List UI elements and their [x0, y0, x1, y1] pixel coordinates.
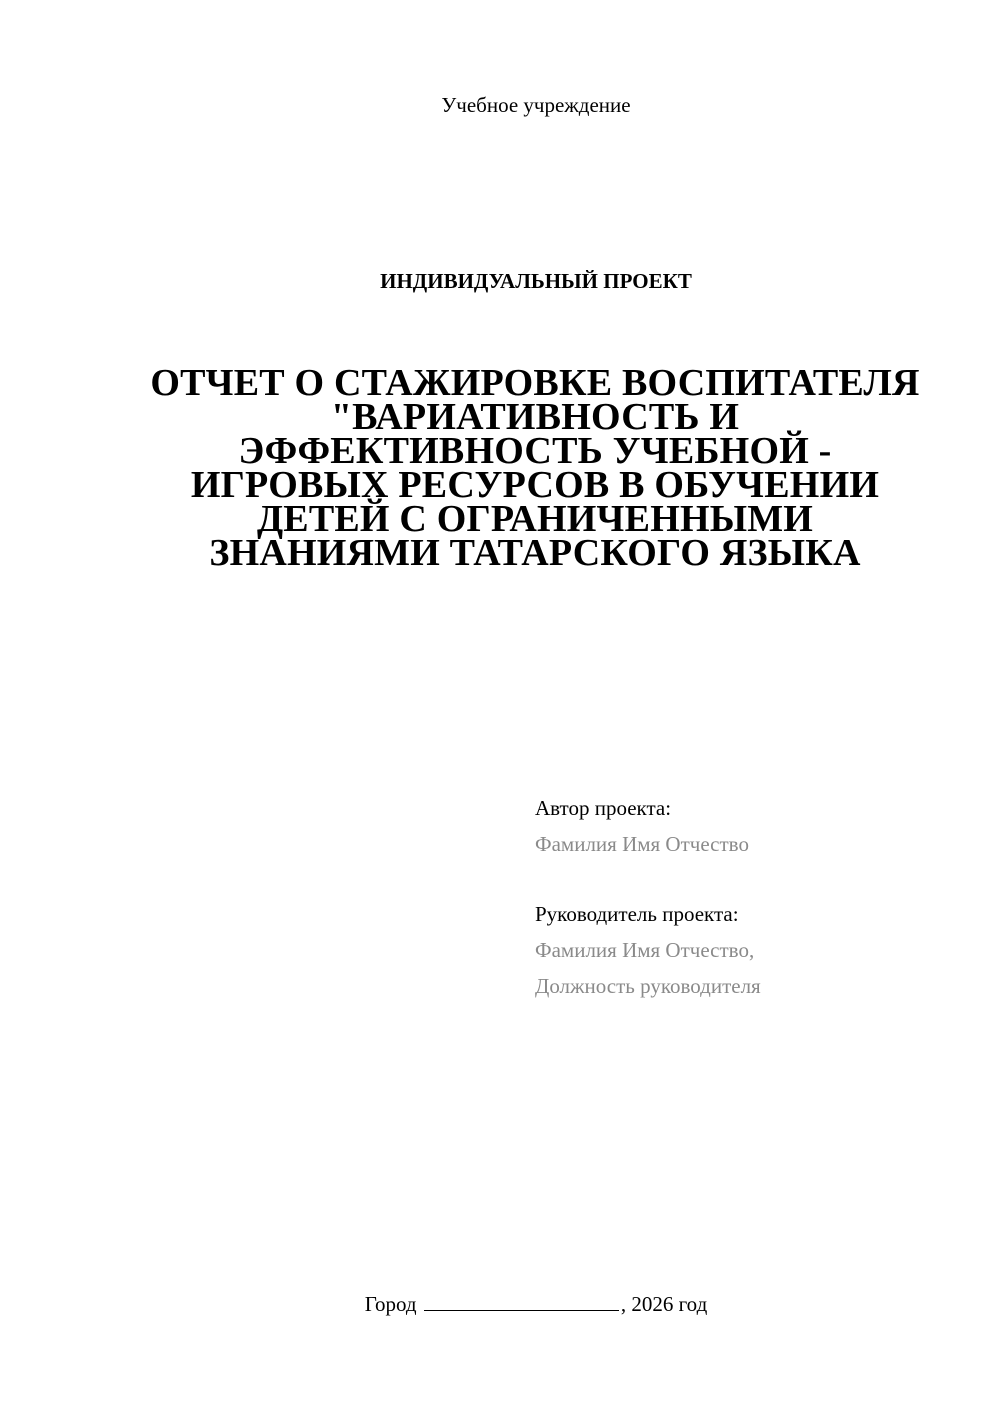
supervisor-name-placeholder: Фамилия Имя Отчество, — [535, 938, 755, 962]
title-line: ЗНАНИЯМИ ТАТАРСКОГО ЯЗЫКА — [209, 532, 861, 574]
title-line: ДЕТЕЙ С ОГРАНИЧЕННЫМИ — [256, 498, 814, 540]
title-line: "ВАРИАТИВНОСТЬ И — [330, 396, 740, 438]
city-year-line — [0, 1290, 1000, 1318]
year-text: , 2026 год — [620, 1292, 708, 1316]
author-label: Автор проекта: — [535, 796, 672, 820]
title-line: ИГРОВЫХ РЕСУРСОВ В ОБУЧЕНИИ — [190, 464, 880, 506]
block-spacer — [535, 862, 975, 896]
project-type-heading: ИНДИВИДУАЛЬНЫЙ ПРОЕКТ — [380, 269, 692, 293]
institution-name: Учебное учреждение — [441, 93, 631, 117]
author-name-placeholder: Фамилия Имя Отчество — [535, 832, 749, 856]
supervisor-position-placeholder: Должность руководителя — [535, 974, 761, 998]
authorship-block — [535, 790, 975, 1004]
supervisor-label: Руководитель проекта: — [535, 902, 739, 926]
city-blank-underline — [424, 1290, 619, 1311]
title-line: ЭФФЕКТИВНОСТЬ УЧЕБНОЙ - — [238, 430, 832, 472]
title-line: ОТЧЕТ О СТАЖИРОВКЕ ВОСПИТАТЕЛЯ — [150, 362, 920, 404]
project-title — [100, 362, 970, 574]
city-label: Город — [364, 1292, 417, 1316]
